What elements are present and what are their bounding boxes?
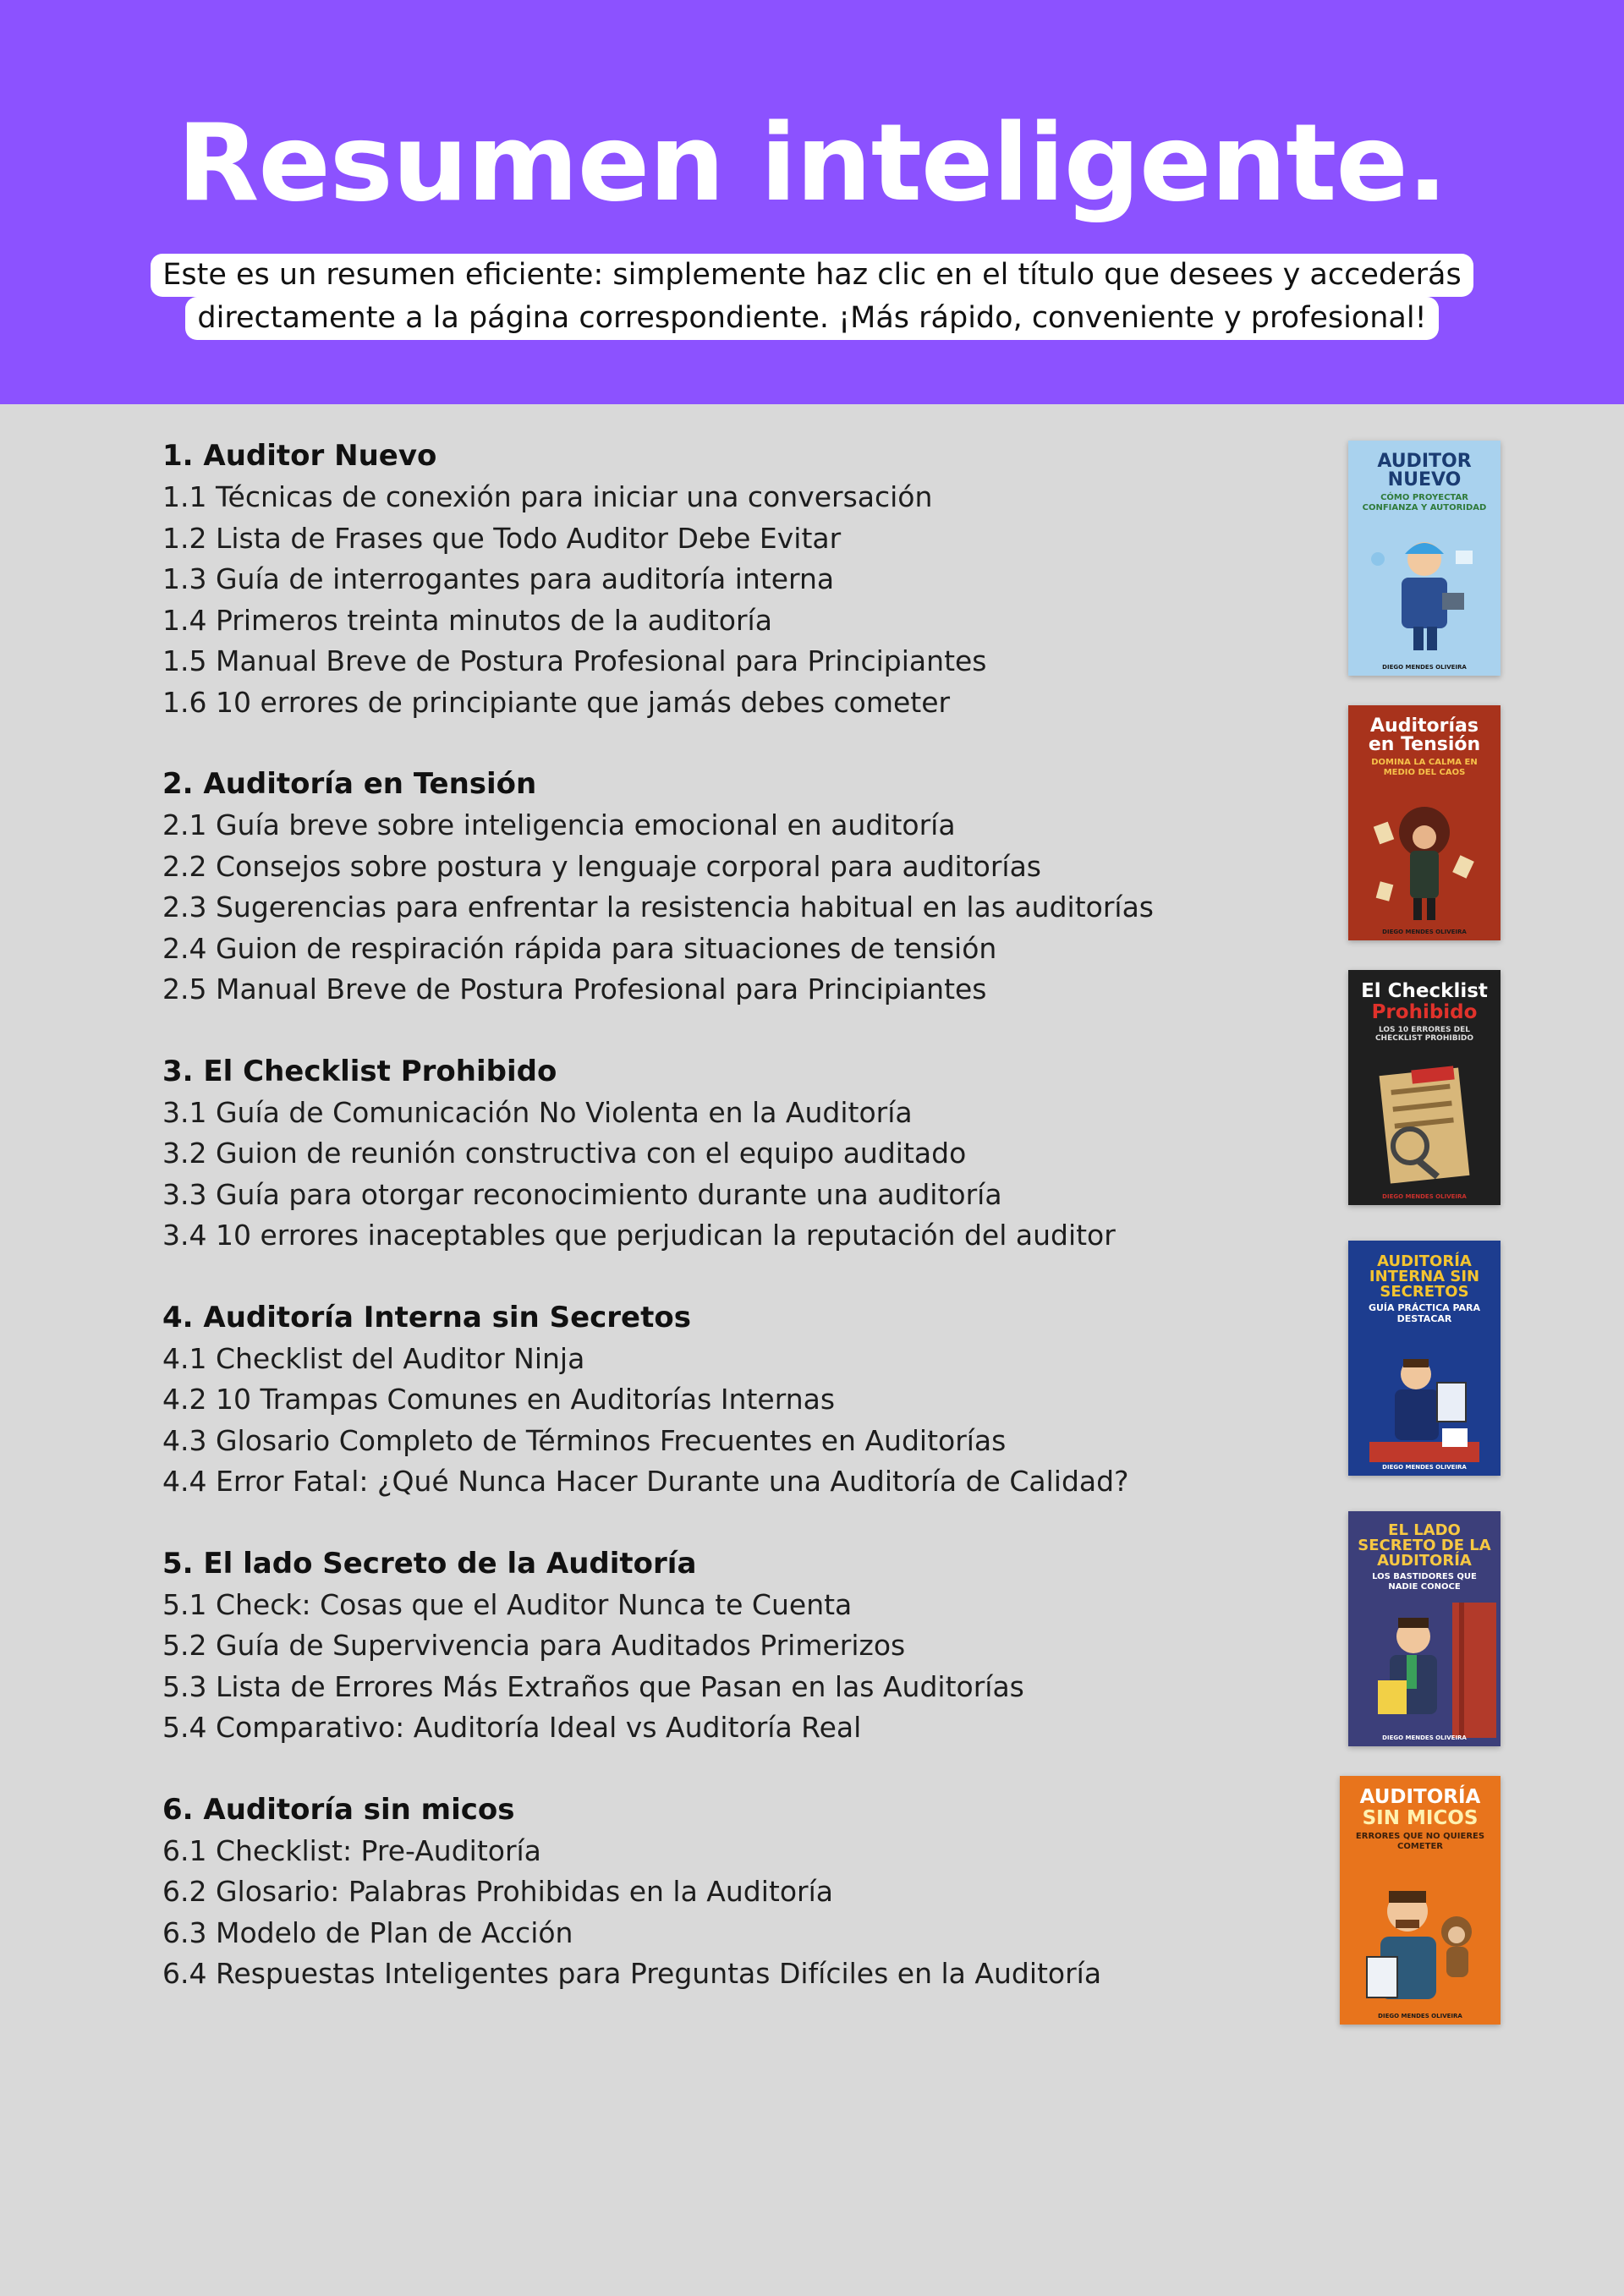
auditor-clipboard-icon — [1361, 1340, 1488, 1467]
cover-author: DIEGO MENDES OLIVEIRA — [1378, 2013, 1462, 2019]
toc-link[interactable]: 1.4 Primeros treinta minutos de la auditoría — [162, 603, 772, 637]
cover-author: DIEGO MENDES OLIVEIRA — [1382, 1464, 1467, 1471]
toc-link[interactable]: 3.4 10 errores inaceptables que perjudican la reputación del auditor — [162, 1219, 1116, 1252]
page-subtitle — [0, 254, 1624, 340]
section-title-6[interactable]: 6. Auditoría sin micos — [162, 1792, 515, 1827]
book-cover-lado-secreto[interactable] — [1348, 1511, 1501, 1746]
section-title-5[interactable]: 5. El lado Secreto de la Auditoría — [162, 1546, 697, 1581]
toc-section-4 — [162, 1297, 1287, 1503]
toc-link[interactable]: 2.2 Consejos sobre postura y lenguaje corporal para auditorías — [162, 849, 1042, 883]
header-banner — [0, 0, 1624, 404]
toc-link[interactable]: 2.3 Sugerencias para enfrentar la resistencia habitual en las auditorías — [162, 890, 1154, 923]
cover-title: Auditorías en Tensión — [1368, 715, 1481, 755]
toc-link[interactable]: 2.1 Guía breve sobre inteligencia emocional en auditoría — [162, 808, 956, 841]
section-title-3[interactable]: 3. El Checklist Prohibido — [162, 1054, 557, 1088]
toc-link[interactable]: 4.1 Checklist del Auditor Ninja — [162, 1341, 585, 1375]
book-cover-auditor-nuevo[interactable] — [1348, 441, 1501, 676]
toc-link[interactable]: 4.2 10 Trampas Comunes en Auditorías Internas — [162, 1383, 836, 1416]
toc-section-3 — [162, 1051, 1287, 1257]
toc-link[interactable]: 1.6 10 errores de principiante que jamás debes cometer — [162, 685, 951, 719]
cover-title: AUDITORÍA — [1359, 1786, 1481, 1808]
toc-link[interactable]: 6.3 Modelo de Plan de Acción — [162, 1915, 573, 1949]
section-title-4[interactable]: 4. Auditoría Interna sin Secretos — [162, 1300, 691, 1334]
cover-title-2: Prohibido — [1371, 1001, 1478, 1023]
book-cover-sin-micos[interactable] — [1340, 1776, 1501, 2025]
toc-link[interactable]: 3.1 Guía de Comunicación No Violenta en la Auditoría — [162, 1095, 913, 1129]
toc-section-6 — [162, 1789, 1287, 1995]
toc-section-5 — [162, 1543, 1287, 1749]
book-cover-checklist-prohibido[interactable] — [1348, 970, 1501, 1205]
toc-link[interactable]: 1.2 Lista de Frases que Todo Auditor Debe Evitar — [162, 521, 842, 555]
toc-link[interactable]: 2.4 Guion de respiración rápida para situaciones de tensión — [162, 931, 997, 965]
book-cover-auditoria-interna[interactable] — [1348, 1241, 1501, 1476]
cover-subtitle: GUÍA PRÁCTICA PARA DESTACAR — [1368, 1302, 1481, 1324]
toc-link[interactable]: 5.3 Lista de Errores Más Extraños que Pasan en las Auditorías — [162, 1669, 1024, 1703]
cover-title-2: SIN MICOS — [1362, 1807, 1479, 1829]
table-of-contents — [162, 436, 1287, 2036]
toc-link[interactable]: 1.1 Técnicas de conexión para iniciar una conversación — [162, 480, 933, 513]
cover-author: DIEGO MENDES OLIVEIRA — [1382, 664, 1467, 671]
toc-link[interactable]: 6.4 Respuestas Inteligentes para Preguntas Difíciles en la Auditoría — [162, 1957, 1102, 1990]
cover-author: DIEGO MENDES OLIVEIRA — [1382, 1734, 1467, 1741]
toc-link[interactable]: 3.3 Guía para otorgar reconocimiento durante una auditoría — [162, 1177, 1002, 1211]
subtitle-line-2: directamente a la página correspondiente. ¡Más rápido, conveniente y profesional! — [185, 297, 1438, 340]
toc-link[interactable]: 5.4 Comparativo: Auditoría Ideal vs Auditoría Real — [162, 1711, 862, 1744]
section-title-1[interactable]: 1. Auditor Nuevo — [162, 439, 437, 473]
auditor-with-monkey-icon — [1348, 1872, 1492, 2008]
toc-link[interactable]: 5.2 Guía de Supervivencia para Auditados Primerizos — [162, 1629, 906, 1662]
auditor-illustration-icon — [1361, 525, 1488, 652]
toc-link[interactable]: 5.1 Check: Cosas que el Auditor Nunca te Cuenta — [162, 1587, 853, 1621]
cover-title: AUDITOR NUEVO — [1377, 451, 1472, 490]
toc-section-1 — [162, 436, 1287, 723]
toc-link[interactable]: 2.5 Manual Breve de Postura Profesional para Principiantes — [162, 973, 987, 1006]
curtain-auditor-icon — [1352, 1603, 1496, 1738]
cover-author: DIEGO MENDES OLIVEIRA — [1382, 929, 1467, 935]
cover-title: AUDITORÍA INTERNA SIN SECRETOS — [1369, 1252, 1480, 1301]
toc-link[interactable]: 4.3 Glosario Completo de Términos Frecuentes en Auditorías — [162, 1423, 1007, 1457]
cover-title: El Checklist — [1361, 980, 1488, 1002]
old-checklist-icon — [1361, 1063, 1488, 1190]
toc-link[interactable]: 3.2 Guion de reunión constructiva con el equipo auditado — [162, 1137, 967, 1170]
cover-subtitle: CÓMO PROYECTAR CONFIANZA Y AUTORIDAD — [1362, 493, 1487, 512]
cover-subtitle: ERRORES QUE NO QUIERES COMETER — [1355, 1832, 1485, 1851]
cover-title: EL LADO SECRETO DE LA AUDITORÍA — [1358, 1521, 1491, 1570]
cover-subtitle: DOMINA LA CALMA EN MEDIO DEL CAOS — [1371, 758, 1478, 777]
page-title: Resumen inteligente. — [177, 101, 1447, 225]
subtitle-line-1: Este es un resumen eficiente: simplemente haz clic en el título que desees y accederás — [151, 254, 1473, 297]
toc-link[interactable]: 4.4 Error Fatal: ¿Qué Nunca Hacer Durante una Auditoría de Calidad? — [162, 1465, 1129, 1498]
toc-link[interactable]: 6.1 Checklist: Pre-Auditoría — [162, 1833, 541, 1867]
toc-link[interactable]: 1.5 Manual Breve de Postura Profesional para Principiantes — [162, 644, 987, 677]
cover-author: DIEGO MENDES OLIVEIRA — [1382, 1193, 1467, 1200]
toc-link[interactable]: 6.2 Glosario: Palabras Prohibidas en la Auditoría — [162, 1875, 833, 1908]
section-title-2[interactable]: 2. Auditoría en Tensión — [162, 767, 537, 801]
toc-section-2 — [162, 764, 1287, 1011]
cover-subtitle: LOS 10 ERRORES DEL CHECKLIST PROHIBIDO — [1374, 1026, 1474, 1044]
cover-subtitle: LOS BASTIDORES QUE NADIE CONOCE — [1372, 1572, 1477, 1592]
stressed-auditor-icon — [1361, 798, 1488, 925]
book-cover-auditorias-en-tension[interactable] — [1348, 705, 1501, 940]
toc-link[interactable]: 1.3 Guía de interrogantes para auditoría interna — [162, 562, 835, 595]
